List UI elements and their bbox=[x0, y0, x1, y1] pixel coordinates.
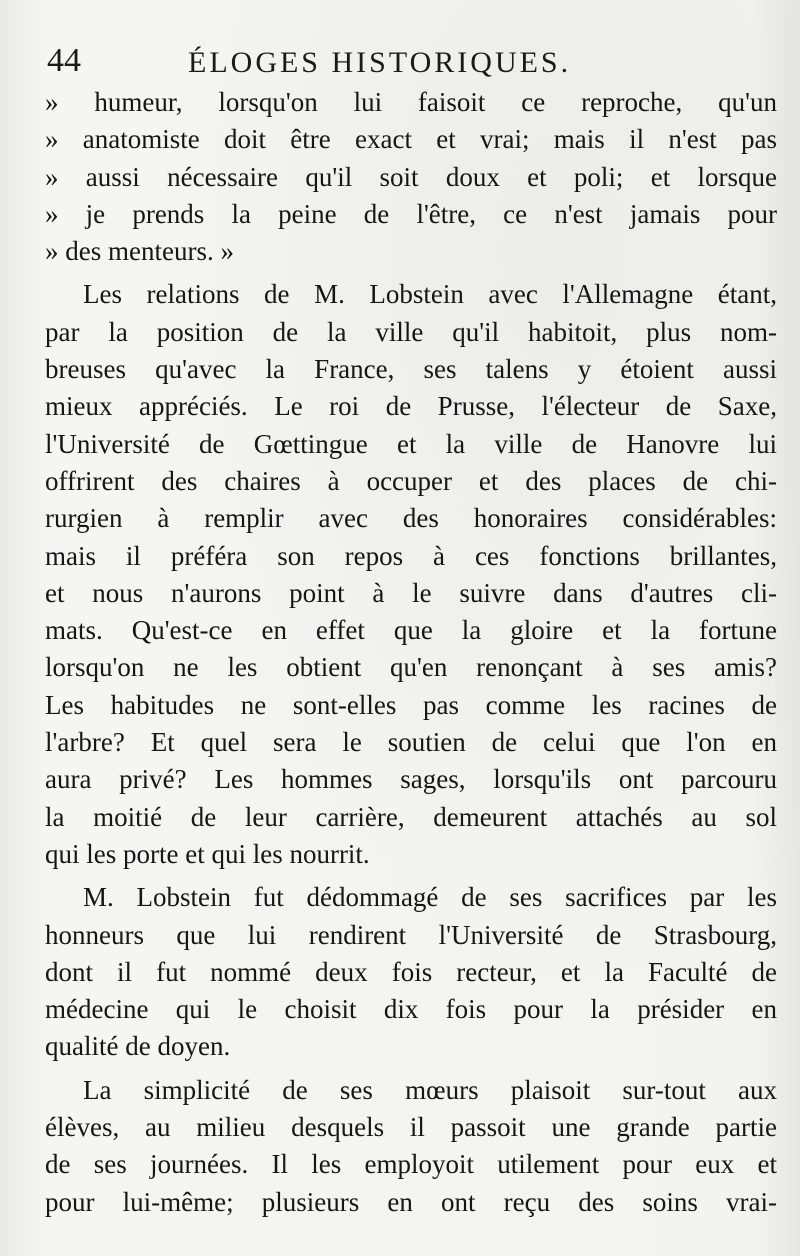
text-line: par la position de la ville qu'il habitoit, plus nom- bbox=[45, 316, 777, 347]
text-line: » des menteurs. » bbox=[45, 236, 234, 267]
text-line: qui les porte et qui les nourrit. bbox=[45, 838, 370, 869]
text-line: et nous n'aurons point à le suivre dans d'autres cli- bbox=[45, 577, 777, 608]
text-line: » anatomiste doit être exact et vrai; mais il n'est pas bbox=[45, 124, 777, 155]
text-line: » humeur, lorsqu'on lui faisoit ce reproche, qu'un bbox=[45, 87, 777, 117]
text-line: pour lui-même; plusieurs en ont reçu des soins vrai- bbox=[45, 1186, 777, 1217]
text-line: élèves, au milieu desquels il passoit une grande partie bbox=[45, 1112, 777, 1143]
text-line: mats. Qu'est-ce en effet que la gloire et la fortune bbox=[45, 615, 777, 646]
text-line: aura privé? Les hommes sages, lorsqu'ils ont parcouru bbox=[45, 764, 777, 795]
text-line: mais il préféra son repos à ces fonctions brillantes, bbox=[45, 540, 777, 571]
text-line: de ses journées. Il les employoit utilement pour eux et bbox=[45, 1149, 777, 1180]
text-line: rurgien à remplir avec des honoraires considérables: bbox=[45, 503, 777, 534]
text-line: mieux appréciés. Le roi de Prusse, l'électeur de Saxe, bbox=[45, 391, 777, 422]
text-line: dont il fut nommé deux fois recteur, et la Faculté de bbox=[45, 956, 777, 987]
text-line: l'arbre? Et quel sera le soutien de celui que l'on en bbox=[45, 727, 777, 758]
paragraph-start-line: M. Lobstein fut dédommagé de ses sacrifices par les bbox=[83, 882, 777, 913]
text-line: » je prends la peine de l'être, ce n'est jamais pour bbox=[45, 198, 777, 229]
text-line: qualité de doyen. bbox=[45, 1031, 231, 1062]
text-line: Les habitudes ne sont-elles pas comme les racines de bbox=[45, 689, 777, 720]
body-text bbox=[45, 84, 777, 1221]
page-number: 44 bbox=[47, 42, 81, 79]
text-line: » aussi nécessaire qu'il soit doux et poli; et lorsque bbox=[45, 161, 777, 192]
running-title: ÉLOGES HISTORIQUES. bbox=[188, 46, 572, 79]
paragraph-start-line: La simplicité de ses mœurs plaisoit sur-tout aux bbox=[83, 1074, 777, 1105]
text-line: breuses qu'avec la France, ses talens y étoient aussi bbox=[45, 354, 777, 385]
paragraph-start-line: Les relations de M. Lobstein avec l'Allemagne étant, bbox=[83, 279, 777, 310]
text-line: lorsqu'on ne les obtient qu'en renonçant à ses amis? bbox=[45, 652, 777, 683]
text-line: la moitié de leur carrière, demeurent attachés au sol bbox=[45, 801, 777, 832]
text-line: honneurs que lui rendirent l'Université de Strasbourg, bbox=[45, 919, 777, 950]
text-line: médecine qui le choisit dix fois pour la présider en bbox=[45, 994, 777, 1025]
text-line: l'Université de Gœttingue et la ville de Hanovre lui bbox=[45, 428, 777, 459]
text-line: offrirent des chaires à occuper et des places de chi- bbox=[45, 465, 777, 496]
